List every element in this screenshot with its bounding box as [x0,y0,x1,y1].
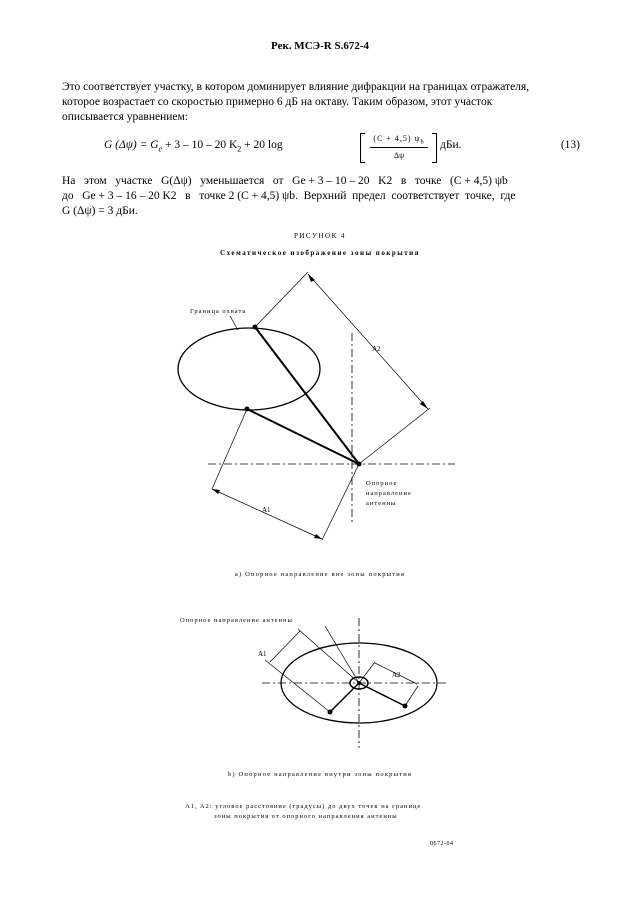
ray-to-near-point [247,409,359,464]
legend-line2: зоны покрытия от опорного направления антенны [214,813,398,820]
ref-dir-line2: направление [366,490,412,497]
antenna-point-a [357,462,362,467]
dimension-line-a2 [308,274,428,409]
ref-dir-line3: антенны [366,500,397,507]
figure-number: РИСУНОК 4 [293,232,346,240]
paragraph-line: до Ge + 3 – 16 – 20 K2 в точке 2 (C + 4,5) ψb. Верхний предел соответствует точке, где [62,190,516,202]
paragraph-line: G (Δψ) = 3 дБи. [62,205,138,217]
page-header: Рек. МСЭ-R S.672-4 [271,40,369,52]
a1-label-a: A1 [262,506,271,514]
paragraph-line: описывается уравнением: [62,111,188,123]
legend-line1: A1, A2: угловое расстояние (градусы) до двух точек на границе [185,803,422,810]
boundary-label: Граница охвата [190,308,247,315]
figure-code: 0672-04 [430,841,454,847]
ray-to-right-point [359,683,405,706]
equation-fraction: (C + 4,5) $\psi_b$ Δψ [364,133,434,165]
left-point-b [328,710,333,715]
right-point-b [403,704,408,709]
a2-label-a: A2 [372,345,381,353]
paragraph-line: Это соответствует участку, в котором доминирует влияние дифракции на границах отражателя, [62,81,530,93]
a1-label-b: A1 [258,650,267,658]
paragraph-line: На этом участке G(Δψ) уменьшается от Ge + 3 – 10 – 20 K2 в точке (C + 4,5) ψb [62,175,508,187]
arrowhead [420,401,428,409]
dimension-line-a1 [212,489,322,539]
equation-number: (13) [560,139,580,151]
equation-lhs: G $(\Delta\psi) = G_e + 3 - 10 - 20$ $K_2 + 20$ log [104,139,283,154]
arrowhead [314,534,322,539]
near-point-a [245,407,250,412]
a2-label-b: A2 [392,671,401,679]
arrowhead [212,489,220,494]
dimension-line-a1-b [270,631,300,662]
caption-panel-b: b) Опорное направление внутри зоны покрытия [227,771,413,778]
far-point-a [253,325,258,330]
ref-dir-line1: Опорное [366,480,398,487]
ref-dir-leader [325,626,359,683]
figure-title: Схематическое изображение зоны покрытия [220,249,420,257]
ray-to-far-point [255,327,359,464]
ref-dir-label-b: Опорное направление антенны [180,617,293,624]
coverage-ellipse-a [178,328,320,410]
caption-panel-a: a) Опорное направление вне зоны покрытия [234,571,406,578]
panel-b [262,618,448,748]
antenna-point-b [357,681,361,685]
boundary-leader [230,316,238,330]
ray-to-left-point [330,683,359,712]
paragraph-line: которое возрастает со скоростью примерно 6 дБ на октаву. Таким образом, этот участок [62,96,493,108]
equation-unit: дБи. [440,139,462,151]
